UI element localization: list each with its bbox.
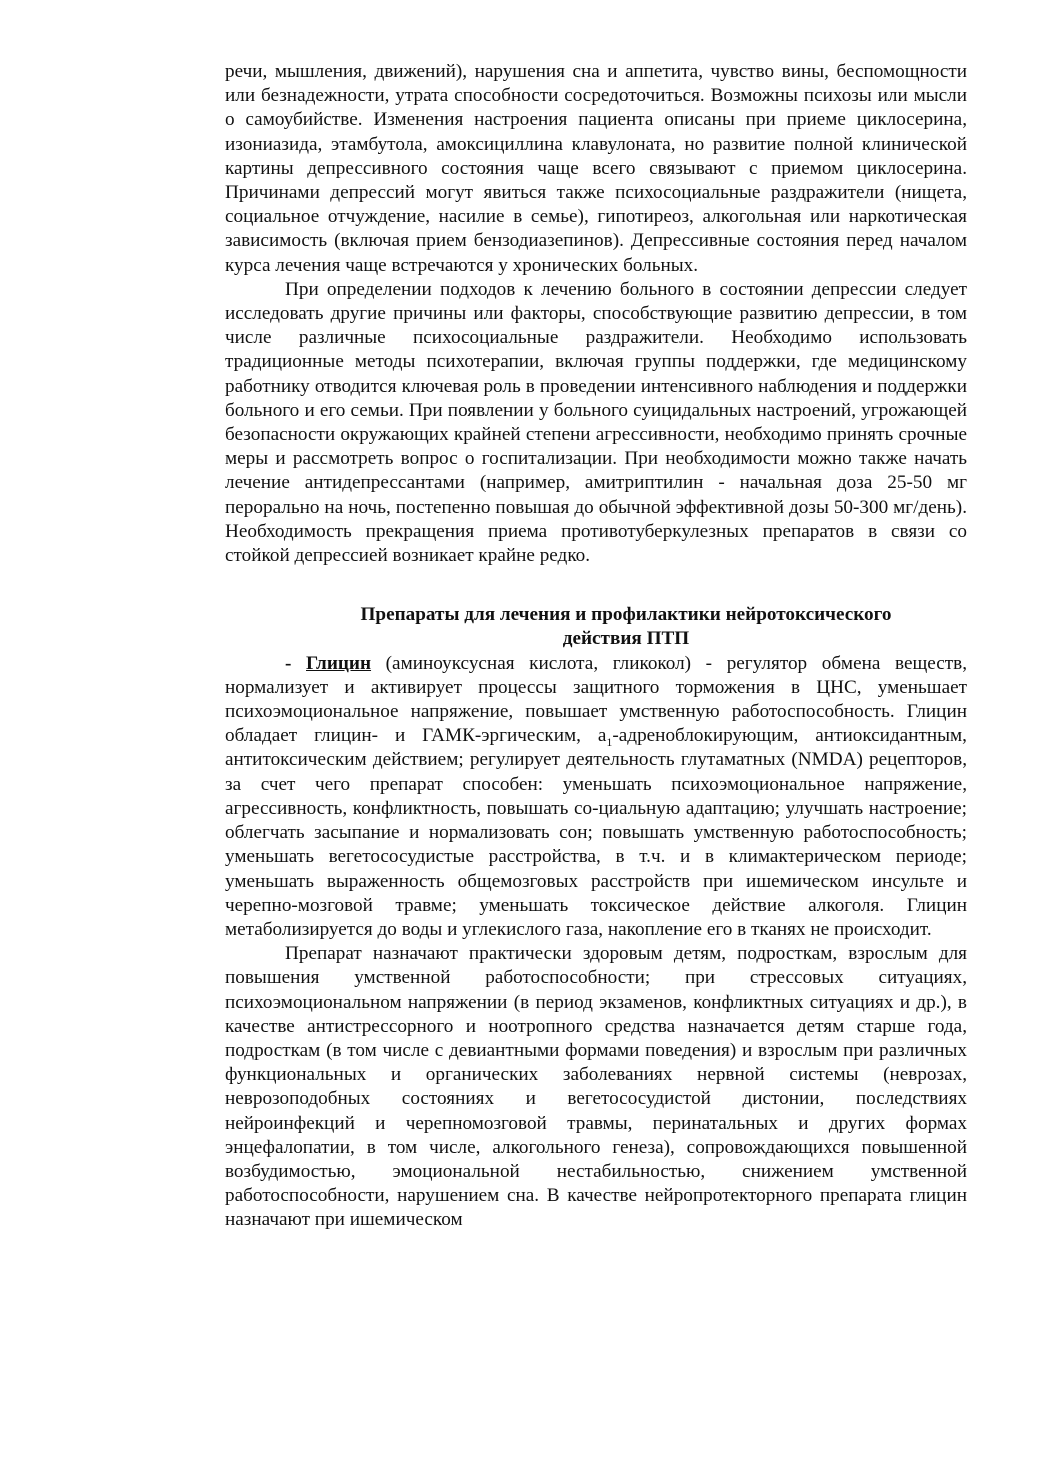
glycine-dash: -	[285, 652, 307, 674]
glycine-text-part-2: -адреноблокирующим, антиоксидантным, антитоксическим действием; регулирует деятельность глутаматных (NMDA) рецепторов, за счет чего препарат способен: уменьшать психоэмоциональное напряжение, агрессивность, конфликтность, повышать со-циальную адаптацию; улучшать настроение; облегчать засыпание и нормализовать сон; повышать умственную работоспособность; уменьшать вегетососудистые расстройства, в т.ч. и в климактерическом периоде; уменьшать выраженность общемозговых расстройств при ишемическом инсульте и черепно-мозговой травме; уменьшать токсическое действие алкоголя. Глицин метаболизируется до воды и углекислого газа, накопление его в тканях не происходит.	[225, 725, 967, 940]
section-heading	[225, 603, 967, 651]
section-heading-line-2: действия ПТП	[562, 628, 690, 650]
paragraph-depression-treatment: При определении подходов к лечению больного в состоянии депрессии следует исследовать другие причины или факторы, способствующие развитию депрессии, в том числе различные психосоциальные раздражители. Необходимо использовать традиционные методы психотерапии, включая группы поддержки, где медицинскому работнику отводится ключевая роль в проведении интенсивного наблюдения и поддержки больного и его семьи. При появлении у больного суицидальных настроений, угрожающей безопасности окружающих крайней степени агрессивности, необходимо принять срочные меры и рассмотреть вопрос о госпитализации. При необходимости можно также начать лечение антидепрессантами (например, амитриптилин - начальная доза 25-50 мг перорально на ночь, постепенно повышая до обычной эффективной дозы 50-300 мг/день). Необходимость прекращения приема противотуберкулезных препаратов в связи со стойкой депрессией возникает крайне редко.	[225, 278, 967, 567]
document-page	[225, 60, 967, 1233]
section-heading-line-1: Препараты для лечения и профилактики нейротоксического	[360, 604, 892, 626]
glycine-text-part-1: (аминоуксусная кислота, гликокол) - регулятор обмена веществ, нормализует и активирует процессы защитного торможения в ЦНС, уменьшает психоэмоциональное напряжение, повышает умственную работоспособность. Глицин обладает глицин- и ГАМК-эргическим, a	[225, 652, 967, 747]
glycine-drug-name: Глицин	[306, 652, 372, 674]
paragraph-glycine-indications: Препарат назначают практически здоровым детям, подросткам, взрослым для повышения умственной работоспособности; при стрессовых ситуациях, психоэмоциональном напряжении (в период экзаменов, конфликтных ситуациях и др.), в качестве антистрессорного и ноотропного средства назначается детям старше года, подросткам (в том числе с девиантными формами поведения) и взрослым при различных функциональных и органических заболеваниях нервной системы (неврозах, неврозоподобных состояниях и вегетососудистой дистонии, последствиях нейроинфекций и черепномозговой травмы, перинатальных и других формах энцефалопатии, в том числе, алкогольного генеза), сопровождающихся повышенной возбудимостью, эмоциональной нестабильностью, снижением умственной работоспособности, нарушением сна. В качестве нейропротекторного препарата глицин назначают при ишемическом	[225, 943, 967, 1231]
glycine-subscript: 1	[606, 735, 613, 750]
paragraph-glycine	[225, 652, 967, 942]
paragraph-depression-symptoms: речи, мышления, движений), нарушения сна и аппетита, чувство вины, беспомощности или безнадежности, утрата способности сосредоточиться. Возможны психозы или мысли о самоубийстве. Изменения настроения пациента описаны при приеме циклосерина, изониазида, этамбутола, амоксициллина клавулоната, но развитие полной клинической картины депрессивного состояния чаще всего связывают с приемом циклосерина. Причинами депрессий могут явиться также психосоциальные раздражители (нищета, социальное отчуждение, насилие в семье), гипотиреоз, алкогольная или наркотическая зависимость (включая прием бензодиазепинов). Депрессивные состояния перед началом курса лечения чаще встречаются у хронических больных.	[225, 61, 967, 276]
